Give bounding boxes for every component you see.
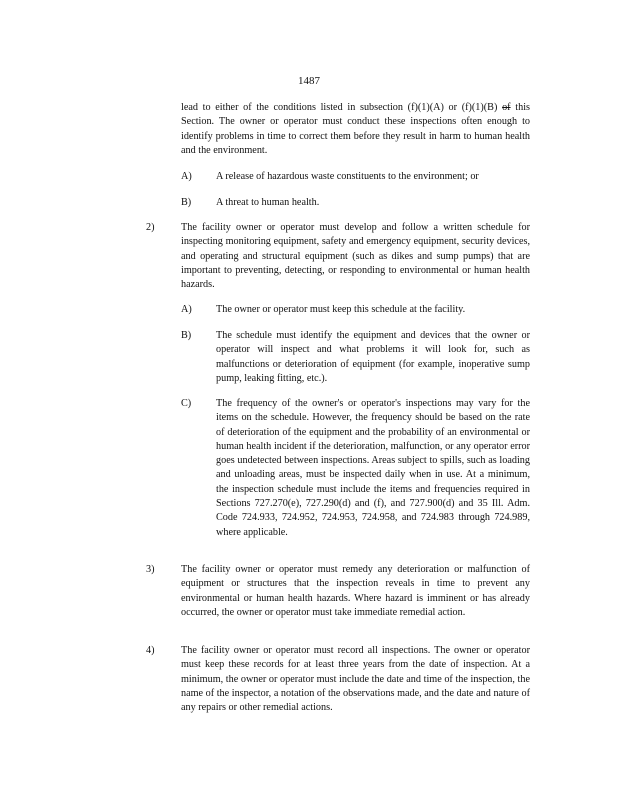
subitem-c-text: The frequency of the owner's or operator's inspections may vary for the items on the schedule. However, the frequency should be based on the rate of deterioration of the equipment and the probability of an environmental or human health incident if the deterioration, malfunction, or any operator error goes undetected between inspections. Areas subject to spills, such as loading and unloading areas, must be inspected daily when in use. At a minimum, the inspection schedule must include the items and frequencies required in Sections 727.270(e), 727.290(d) and (f), and 727.900(d) and 35 Ill. Adm. Code 724.933, 724.952, 724.953, 724.958, and 724.983 through 724.989, where applicable. [216,398,530,538]
subitem-a-text: The owner or operator must keep this schedule at the facility. [216,304,466,315]
item-4-label: 4) [146,645,155,656]
subitem-a-label: A) [181,304,192,315]
intro-paragraph [181,101,530,158]
subitem-b-label: B) [181,330,192,341]
item-2-text: The facility owner or operator must develop and follow a written schedule for inspecting monitoring equipment, safety and emergency equipment, security devices, and operating and structural equipment (such as dikes and sump pumps) that are important to preventing, detecting, or responding to environmental or human health hazards. [181,222,530,291]
condition-a-label: A) [181,171,192,182]
intro-text: lead to either of the conditions listed in subsection (f)(1)(A) or (f)(1)(B) [181,102,498,113]
condition-a-text: A release of hazardous waste constituents to the environment; or [216,171,479,182]
page-number: 1487 [298,75,320,87]
item-3-text: The facility owner or operator must remedy any deterioration or malfunction of equipment or structures that the inspection reveals in time to prevent any environmental or human health hazards. Where hazard is imminent or has already occurred, the owner or operator must take immediate remedial action. [181,564,530,618]
item-3-label: 3) [146,564,155,575]
condition-b-text: A threat to human health. [216,197,320,208]
subitem-c-label: C) [181,398,192,409]
subitem-b-text: The schedule must identify the equipment and devices that the owner or operator will inspect and what problems it will look for, such as malfunctions or deterioration of equipment (for example, inoperative sump pump, leaking fitting, etc.). [216,330,530,384]
intro-text-continued: this Section. The owner or operator must conduct these inspections often enough to identify problems in time to correct them before they result in harm to human health and the environment. [181,102,531,156]
item-4-text: The facility owner or operator must record all inspections. The owner or operator must keep these records for at least three years from the date of inspection. At a minimum, the owner or operator must include the date and time of the inspection, the name of the inspector, a notation of the observations made, and the date and nature of any repairs or other remedial actions. [181,645,530,714]
item-2-label: 2) [146,222,155,233]
condition-b-label: B) [181,197,192,208]
struck-word: of [502,102,511,113]
